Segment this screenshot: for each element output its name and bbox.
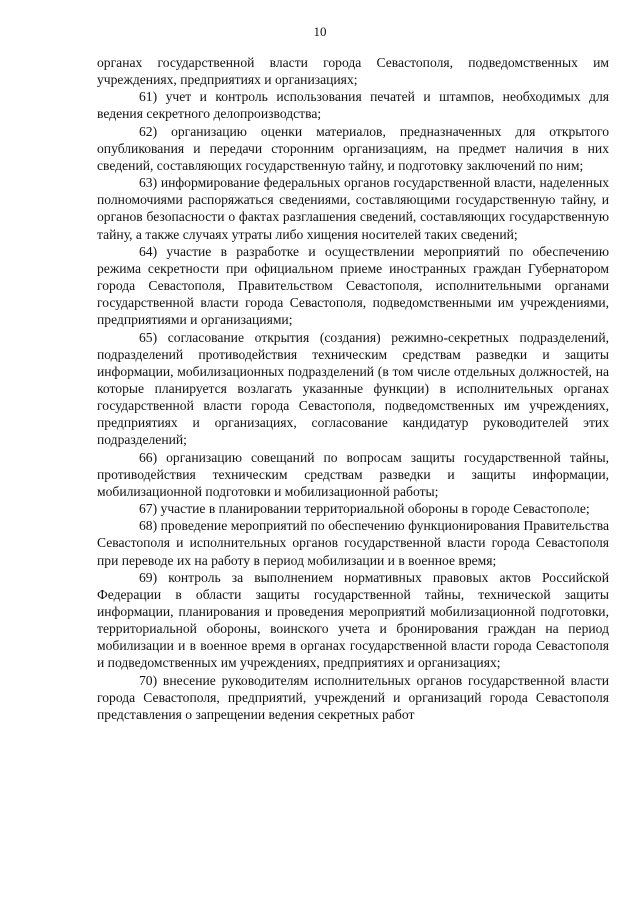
paragraph-item-63: 63) информирование федеральных органов государственной власти, наделенных полномочиями распоряжаться сведениями, составляющими государственную тайну, и органов безопасности о фактах разглашения сведений, составляющих государственную тайну, а также случаях утраты либо хищения носителей таких сведений; (97, 175, 609, 242)
page-number: 10 (313, 24, 327, 39)
paragraph-continuation: органах государственной власти города Севастополя, подведомственных им учреждениях, предприятиях и организациях; (97, 55, 609, 88)
document-body (97, 54, 609, 723)
paragraph-item-67: 67) участие в планировании территориальной обороны в городе Севастополе; (139, 501, 590, 517)
paragraph-item-62: 62) организацию оценки материалов, предназначенных для открытого опубликования и передачи сторонним организациям, на предмет наличия в них сведений, составляющих государственную тайну, и подготовку заключений по ним; (97, 123, 609, 173)
paragraph-item-68: 68) проведение мероприятий по обеспечению функционирования Правительства Севастополя и исполнительных органов государственной власти города Севастополя при переводе их на работу в период мобилизации и в военное время; (97, 518, 609, 568)
paragraph-item-69: 69) контроль за выполнением нормативных правовых актов Российской Федерации в области защиты государственной тайны, технической защиты информации, планирования и проведения мероприятий мобилизационной подготовки, территориальной обороны, воинского учета и бронирования граждан на период мобилизации и в военное время в органах государственной власти города Севастополя и подведомственных им учреждениях, предприятиях и организациях; (97, 569, 609, 671)
paragraph-item-65: 65) согласование открытия (создания) режимно-секретных подразделений, подразделений противодействия техническим средствам разведки и защиты информации, мобилизационных подразделений (в том числе отдельных должностей, на которые планируется возлагать указанные функции) в исполнительных органах государственной власти города Севастополя, подведомственных им учреждениях, предприятиях и организациях, согласование кандидатур руководителей этих подразделений; (97, 329, 609, 448)
paragraph-item-70: 70) внесение руководителям исполнительных органов государственной власти города Севастополя, предприятий, учреждений и организаций города Севастополя представления о запрещении ведения секретных работ (97, 672, 609, 722)
paragraph-item-64: 64) участие в разработке и осуществлении мероприятий по обеспечению режима секретности при официальном приеме иностранных граждан Губернатором города Севастополя, Правительством Севастополя, исполнительными органами государственной власти города Севастополя, подведомственными им учреждениями, предприятиями и организациями; (97, 243, 609, 328)
paragraph-item-61: 61) учет и контроль использования печатей и штампов, необходимых для ведения секретного делопроизводства; (97, 89, 609, 122)
paragraph-item-66: 66) организацию совещаний по вопросам защиты государственной тайны, противодействия техническим средствам разведки и защиты информации, мобилизационной подготовки и мобилизационной работы; (97, 449, 609, 499)
